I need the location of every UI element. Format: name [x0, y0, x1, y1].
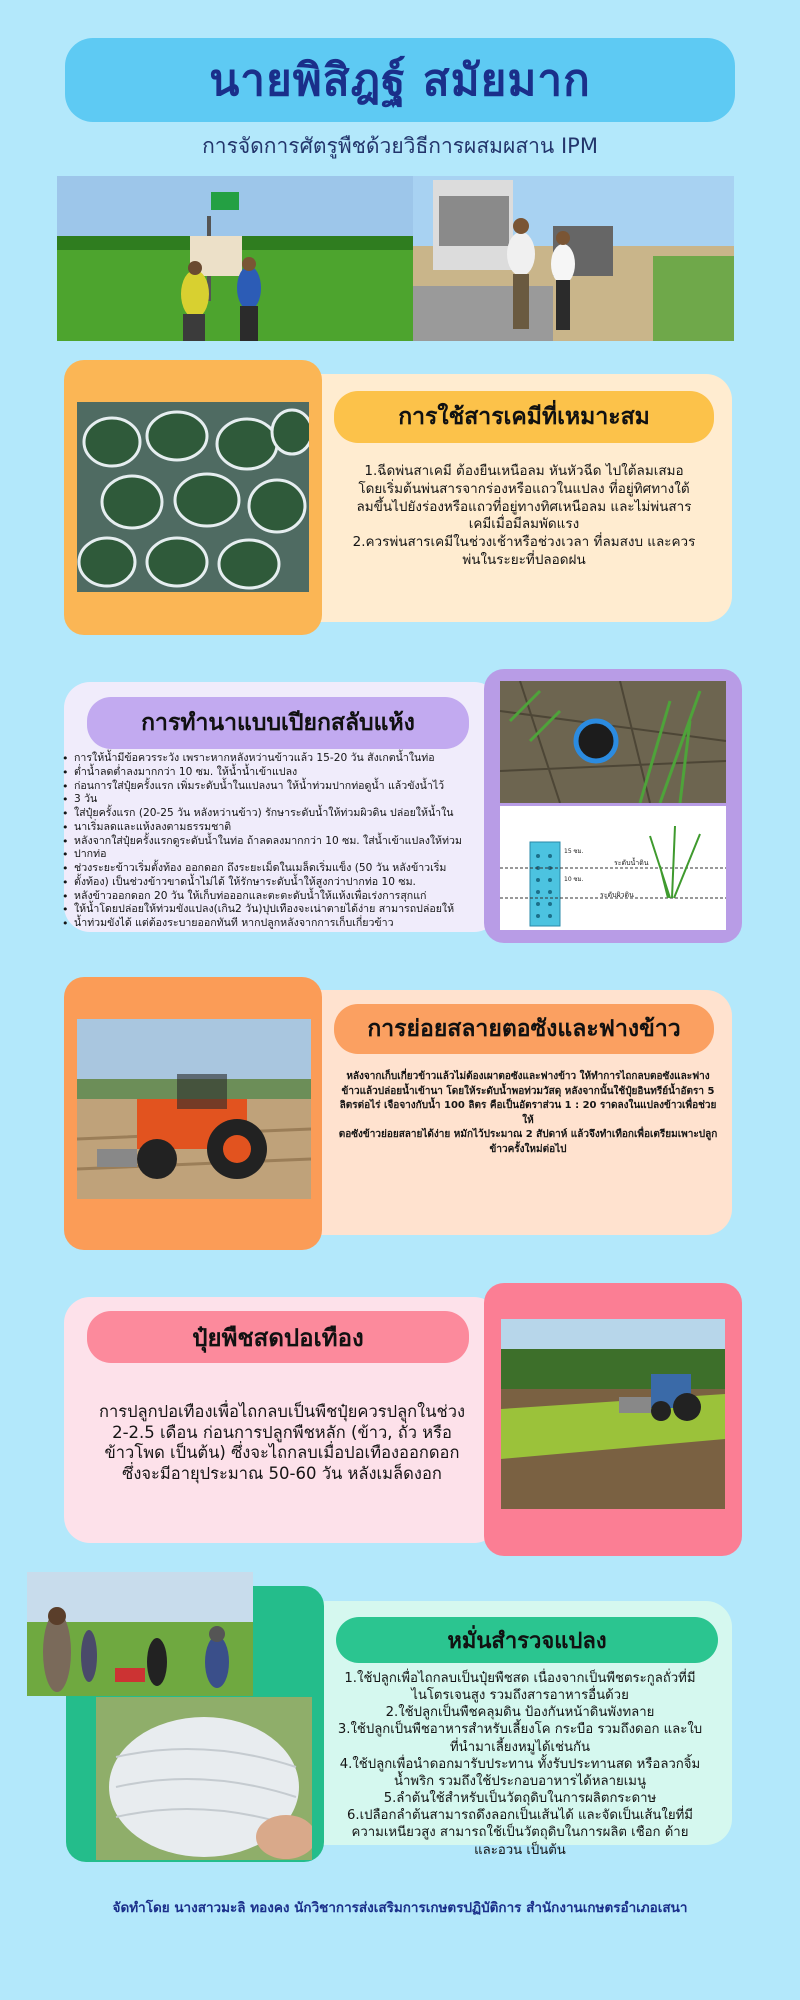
survey-line: และอวน เป็นต้น — [474, 1842, 566, 1858]
field-survey-photo — [27, 1572, 253, 1696]
chemical-text — [342, 463, 706, 570]
survey-line: 1.ใช้ปลูกเพื่อไถกลบเป็นปุ๋ยพืชสด เนื่องจากเป็นพืชตระกูลถั่วที่มี — [344, 1671, 696, 1686]
awd-bullet: • ให้น้ำโดยปล่อยให้ท่วมขังแปลง(เกิน2 วัน)ปุปเทืองจะเน่าตายได้ง่าย สามารถปล่อยให้ — [60, 903, 480, 917]
awd-bullet: • 3 วัน — [60, 793, 480, 807]
green-manure-line: 2-2.5 เดือน ก่อนการปลูกพืชหลัก (ข้าว, ถั่ว หรือ — [112, 1422, 452, 1442]
awd-bullet: • นาเริ่มลดและแห้งลงตามธรรมชาติ — [60, 821, 480, 835]
chemical-title: การใช้สารเคมีที่เหมาะสม — [334, 391, 714, 443]
stubble-title: การย่อยสลายตอซังและฟางข้าว — [334, 1004, 714, 1054]
awd-bullet: • ใส่ปุ๋ยครั้งแรก (20-25 วัน หลังหว่านข้าว) รักษาระดับน้ำให้ท่วมผิวดิน ปล่อยให้น้ำใน — [60, 807, 480, 821]
awd-bullet: • หลังข้าวออกดอก 20 วัน ให้เก็บท่อออกและตะตะดับน้ำให้แห้งเพื่อเร่งการสุกแก่ — [60, 890, 480, 904]
field-tractor-photo — [501, 1319, 725, 1509]
survey-line: 2.ใช้ปลูกเป็นพืชคลุมดิน ป้องกันหน้าดินพังทลาย — [385, 1705, 655, 1721]
awd-bullet: • ตั้งท้อง) เป็นช่วงข้าวขาดน้ำไม่ได้ ให้รักษาระดับน้ำให้สูงกว่าปากท่อ 10 ซม. — [60, 876, 480, 890]
awd-bullet: • การให้น้ำมีข้อควรระวัง เพราะหากหลังหว่านข้าวแล้ว 15-20 วัน สังเกตน้ำในท่อ — [60, 752, 480, 766]
stubble-line: ลิตรต่อไร่ เจือจางกับน้ำ 100 ลิตร คือเป็นอัตราส่วน 1 : 20 ราดลงในแปลงข้าวเพื่อช่วยให้ — [339, 1100, 717, 1126]
stubble-text — [334, 1070, 722, 1157]
dim-label-a: 15 ซม. — [564, 848, 584, 855]
survey-line: 4.ใช้ปลูกเพื่อนำดอกมารับประทาน ทั้งรับประทานสด หรือลวกจิ้ม — [339, 1756, 701, 1772]
farmers-truck-photo — [413, 176, 734, 341]
awd-title: การทำนาแบบเปียกสลับแห้ง — [87, 697, 469, 749]
survey-line: ไนโตรเจนสูง รวมถึงสารอาหารอื่นด้วย — [411, 1688, 629, 1704]
stubble-line: ข้าวแล้วปล่อยน้ำเข้านา โดยให้ระดับน้ำพอท่วมวัสดุ หลังจากนั้นใช้ปุ๋ยอินทรีย์น้ำอัตรา 5 — [341, 1085, 715, 1097]
green-manure-line: ข้าวโพด เป็นต้น) ซึ่งจะไถกลบเมื่อปอเทืองออกดอก — [104, 1443, 460, 1463]
chemical-line: ลมขึ้นไปยังร่องหรือแถวที่อยู่ทางทิศเหนือลม และไม่พ่นสาร — [356, 498, 692, 515]
chemical-line: พ่นในระยะที่ปลอดฝน — [462, 552, 586, 569]
survey-line: 6.เปลือกลำต้นสามารถดึงลอกเป็นเส้นได้ และจัดเป็นเส้นใยที่มี — [347, 1808, 693, 1824]
awd-bullet: • น้ำท่วมขังได้ แต่ต้องระบายออกทันที หากปลูกหลังจากการเก็บเกี่ยวข้าว — [60, 917, 480, 931]
chemical-line: โดยเริ่มต้นพ่นสารจากร่องหรือแถวในแปลง ที่อยู่ทิศทางใต้ — [358, 480, 690, 497]
survey-line: 3.ใช้ปลูกเป็นพืชอาหารสำหรับเลี้ยงโค กระบือ รวมถึงดอก และใบ — [337, 1722, 703, 1738]
awd-bullet: • ก่อนการใส่ปุ๋ยครั้งแรก เพิ่มระดับน้ำในแปลงนา ให้น้ำท่วมปากท่อดูน้ำ แล้วขังน้ำไว้ — [60, 780, 480, 794]
pipe-diagram — [500, 806, 726, 930]
awd-bullet: • หลังจากใส่ปุ๋ยครั้งแรกดูระดับน้ำในท่อ ถ้าลดลงมากกว่า 10 ซม. ใส่น้ำเข้าแปลงให้ท่วม — [60, 835, 480, 849]
survey-line: ที่นำมาเลี้ยงหมูได้เช่นกัน — [449, 1739, 591, 1755]
stubble-line: ตอซังข้าวย่อยสลายได้ง่าย หมักไว้ประมาณ 2 สัปดาห์ แล้วจึงทำเทือกเพื่อเตรียมเพาะปลูก — [338, 1129, 718, 1140]
awd-bullet: • ต่ำน้ำลดต่ำลงมากกว่า 10 ซม. ให้น้ำน้ำเข้าแปลง — [60, 766, 480, 780]
green-manure-text — [72, 1402, 492, 1485]
page-subtitle: การจัดการศัตรูพืชด้วยวิธีการผสมผสาน IPM — [202, 134, 598, 158]
dim-label-b: 10 ซม. — [564, 876, 584, 883]
survey-text — [318, 1670, 722, 1859]
awd-bullets — [60, 752, 480, 931]
net-closeup-photo — [96, 1697, 312, 1860]
chemical-line: 2.ควรพ่นสารเคมีในช่วงเช้าหรือช่วงเวลา ที่ลมสงบ และควร — [352, 534, 696, 551]
tractor-photo — [77, 1019, 311, 1199]
chemical-line: 1.ฉีดพ่นสาเคมี ต้องยืนเหนือลม หันหัวฉีด ไปใต้ลมเสมอ — [364, 463, 684, 479]
awd-bullet: • ช่วงระยะข้าวเริ่มตั้งท้อง ออกดอก ถึงระยะเม็ดในเมล็ดเริ่มแข็ง (50 วัน หลังข้าวเริ่ม — [60, 862, 480, 876]
title-banner — [65, 38, 735, 122]
survey-title: หมั่นสำรวจแปลง — [336, 1617, 718, 1663]
page-title: นายพิสิฎฐ์ สมัยมาก — [209, 55, 591, 106]
chemical-line: เคมีเมื่อมีลมพัดแรง — [468, 516, 580, 533]
rice-field-photo — [57, 176, 413, 341]
green-manure-line: การปลูกปอเทืองเพื่อไถกลบเป็นพืชปุ๋ยควรปลูกในช่วง — [98, 1402, 466, 1421]
stubble-line: หลังจากเก็บเกี่ยวข้าวแล้วไม่ต้องเผาตอซังและฟางข้าว ให้ทำการไถกลบตอซังและฟาง — [346, 1071, 710, 1082]
awd-bullet: • ปากท่อ — [60, 848, 480, 862]
survey-line: น้ำพริก รวมถึงใช้ประกอบอาหารได้หลายเมนู — [393, 1773, 646, 1789]
survey-line: 5.ลำต้นใช้สำหรับเป็นวัตถุดิบในการผลิตกระดาษ — [383, 1791, 657, 1807]
soil-level-label: ระดับผิวดิน — [600, 891, 634, 899]
seed-bags-photo — [77, 402, 309, 592]
water-pipe-photo — [500, 681, 726, 803]
green-manure-line: ซึ่งจะมีอายุประมาณ 50-60 วัน หลังเมล็ดงอก — [122, 1463, 442, 1483]
green-manure-title: ปุ๋ยพืชสดปอเทือง — [87, 1311, 469, 1363]
footer-credit: จัดทำโดย นางสาวมะลิ ทองคง นักวิชาการส่งเสริมการเกษตรปฏิบัติการ สำนักงานเกษตรอำเภอเสนา — [112, 1900, 688, 1916]
stubble-line: ข้าวครั้งใหม่ต่อไป — [489, 1143, 567, 1155]
water-level-label: ระดับน้ำดิน — [614, 859, 649, 867]
survey-line: ความเหนียวสูง สามารถใช้เป็นวัตถุดิบในการผลิต เชือก ด้าย — [351, 1825, 689, 1841]
